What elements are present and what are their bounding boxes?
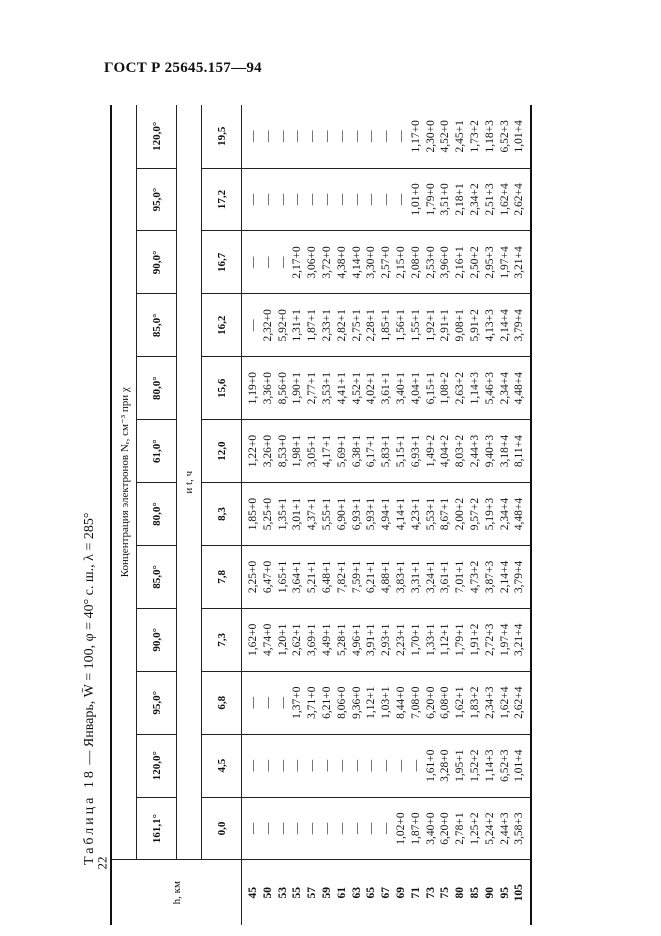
table-cell: —: [394, 193, 407, 206]
table-title-prefix: Таблица 18: [82, 768, 97, 865]
table-cell: 1,01+0: [409, 183, 422, 216]
data-column: [242, 168, 532, 231]
table-cell: 2,44+3: [468, 434, 481, 468]
table-cell: 1,14+3: [468, 372, 481, 405]
table-cell: 1,62+4: [498, 183, 511, 216]
table-cell: —: [320, 130, 333, 143]
h-value: 75: [439, 887, 452, 899]
table-cell: 4,49+1: [320, 623, 333, 657]
h-value: 55: [291, 887, 304, 899]
table-cell: 1,52+2: [468, 749, 481, 782]
table-cell: 4,41+1: [335, 372, 348, 405]
table-cell: —: [247, 193, 259, 206]
h-value: 69: [394, 887, 407, 899]
table-cell: 1,73+2: [468, 120, 481, 153]
table-cell: 1,62+0: [247, 623, 259, 657]
data-column: [242, 797, 532, 860]
table-cell: —: [276, 256, 289, 269]
table-cell: 1,79+1: [454, 623, 467, 657]
table-cell: 1,18+3: [483, 120, 496, 153]
h-value: 80: [454, 887, 467, 899]
table-cell: —: [335, 759, 348, 772]
h-value: 45: [247, 887, 259, 899]
time-value-header: 0,0: [202, 797, 242, 860]
data-column: [242, 671, 532, 734]
table-cell: 2,51+3: [483, 183, 496, 216]
table-cell: 6,08+0: [439, 686, 452, 719]
table-cell: 6,17+1: [365, 434, 378, 468]
h-value: 50: [261, 887, 274, 899]
table-cell: 1,31+1: [291, 309, 304, 342]
table-cell: 7,01+1: [454, 560, 467, 594]
table-cell: 4,37+1: [306, 497, 319, 531]
table-cell: 1,37+0: [291, 686, 304, 719]
table-cell: 4,04+1: [409, 372, 422, 405]
table-cell: 2,14+4: [498, 309, 511, 342]
table-cell: 2,28+1: [365, 309, 378, 342]
time-value-header: 6,8: [202, 671, 242, 734]
table-cell: 3,61+1: [380, 372, 393, 405]
table-cell: —: [350, 193, 363, 206]
table-cell: —: [394, 130, 407, 143]
table-cell: 4,23+1: [409, 497, 422, 531]
table-cell: 4,73+2: [468, 560, 481, 594]
h-value: 90: [483, 887, 496, 899]
table-cell: —: [276, 822, 289, 835]
table-cell: 4,13+3: [483, 309, 496, 342]
table-cell: —: [380, 759, 393, 772]
table-cell: 7,59+1: [350, 560, 363, 594]
table-cell: 8,56+0: [276, 372, 289, 405]
table-cell: 1,98+1: [291, 434, 304, 468]
page-number: 22: [94, 856, 110, 870]
table-cell: 1,12+1: [439, 623, 452, 657]
table-cell: —: [335, 130, 348, 143]
table-cell: —: [261, 759, 274, 772]
chi-header: 85,0°: [137, 294, 177, 357]
table-cell: —: [365, 822, 378, 835]
table-cell: —: [291, 130, 304, 143]
table-cell: 4,17+1: [320, 434, 333, 468]
table-cell: —: [320, 193, 333, 206]
table-cell: 2,72+3: [483, 623, 496, 657]
table-cell: 5,19+3: [483, 497, 496, 531]
table-cell: 1,87+0: [409, 812, 422, 845]
table-cell: 4,14+1: [394, 497, 407, 531]
time-value-header: 7,8: [202, 545, 242, 608]
electron-density-table: [110, 105, 532, 925]
table-cell: 4,96+1: [350, 623, 363, 657]
table-cell: 2,30+0: [424, 120, 437, 153]
table-cell: 1,79+0: [424, 183, 437, 216]
table-cell: 1,97+4: [498, 246, 511, 279]
table-cell: 5,21+1: [306, 560, 319, 594]
table-cell: 3,31+1: [409, 560, 422, 594]
table-cell: 2,95+3: [483, 246, 496, 279]
data-column: [242, 608, 532, 671]
table-cell: 3,36+0: [261, 372, 274, 405]
h-value: 71: [409, 887, 422, 899]
table-cell: 6,20+0: [424, 686, 437, 719]
table-cell: 1,85+1: [380, 309, 393, 342]
table-cell: 1,97+4: [498, 623, 511, 657]
table-cell: 4,38+0: [335, 246, 348, 279]
h-value: 57: [306, 887, 319, 899]
table-cell: 6,52+3: [498, 749, 511, 782]
table-cell: 3,40+0: [424, 812, 437, 845]
chi-header: 85,0°: [137, 545, 177, 608]
table-cell: —: [350, 759, 363, 772]
table-cell: 6,21+1: [365, 560, 378, 594]
table-cell: 6,90+1: [335, 497, 348, 531]
table-cell: 3,21+4: [513, 246, 526, 279]
chi-header: 120,0°: [137, 734, 177, 797]
time-header: и t, ч: [177, 105, 202, 860]
table-cell: 3,28+0: [439, 749, 452, 782]
h-label: h, км: [170, 881, 183, 905]
table-cell: —: [247, 759, 259, 772]
table-cell: —: [291, 822, 304, 835]
table-cell: —: [350, 130, 363, 143]
table-cell: 1,25+2: [468, 812, 481, 845]
table-cell: —: [276, 759, 289, 772]
table-cell: 6,93+1: [409, 434, 422, 468]
table-cell: 4,04+2: [439, 434, 452, 468]
table-cell: 1,20+1: [276, 623, 289, 657]
table-cell: —: [306, 822, 319, 835]
table-cell: 6,93+1: [350, 497, 363, 531]
table-cell: —: [380, 822, 393, 835]
table-cell: 3,01+1: [291, 497, 304, 531]
table-cell: 2,53+0: [424, 246, 437, 279]
table-cell: 4,52+1: [350, 372, 363, 405]
h-value: 59: [320, 887, 333, 899]
table-cell: —: [276, 193, 289, 206]
time-value-header: 4,5: [202, 734, 242, 797]
data-column: [242, 734, 532, 797]
time-value-header: 8,3: [202, 483, 242, 546]
time-value-header: 19,5: [202, 105, 242, 168]
table-cell: —: [291, 193, 304, 206]
table-cell: 2,50+2: [468, 246, 481, 279]
h-value: 65: [365, 887, 378, 899]
h-header: [111, 860, 242, 925]
rotated-table-block: [75, 105, 535, 925]
chi-header: 161,1°: [137, 797, 177, 860]
table-cell: 1,01+4: [513, 120, 526, 153]
data-column: [242, 483, 532, 546]
table-cell: 2,17+0: [291, 246, 304, 279]
table-cell: 2,00+2: [454, 497, 467, 531]
table-title: [75, 105, 110, 925]
table-cell: —: [306, 130, 319, 143]
group-header: Концентрация электронов Nₑ, см⁻³ при χ: [111, 105, 137, 860]
table-cell: 6,48+1: [320, 560, 333, 594]
table-cell: 1,87+1: [306, 309, 319, 342]
table-cell: 6,47+0: [261, 560, 274, 594]
h-value: 67: [380, 887, 393, 899]
table-cell: —: [291, 759, 304, 772]
table-cell: 1,62+1: [454, 686, 467, 719]
table-cell: 3,69+1: [306, 623, 319, 657]
table-cell: 6,21+0: [320, 686, 333, 719]
table-cell: 3,21+4: [513, 623, 526, 657]
table-cell: 1,62+4: [498, 686, 511, 719]
table-cell: 2,14+4: [498, 560, 511, 594]
table-cell: —: [320, 822, 333, 835]
chi-header: 80,0°: [137, 483, 177, 546]
table-cell: 1,92+1: [424, 309, 437, 342]
table-cell: —: [276, 696, 289, 709]
table-cell: 2,78+1: [454, 812, 467, 845]
table-cell: 1,17+0: [409, 120, 422, 153]
table-cell: 1,90+1: [291, 372, 304, 405]
h-value: 73: [424, 887, 437, 899]
table-cell: 4,94+1: [380, 497, 393, 531]
table-cell: 8,53+0: [276, 434, 289, 468]
table-cell: —: [247, 696, 259, 709]
table-cell: 3,24+1: [424, 560, 437, 594]
data-column: [242, 357, 532, 420]
table-cell: 5,92+0: [276, 309, 289, 342]
table-cell: 9,36+0: [350, 686, 363, 719]
table-cell: —: [261, 130, 274, 143]
table-cell: 2,62+4: [513, 183, 526, 216]
table-cell: 4,02+1: [365, 372, 378, 405]
table-cell: 2,82+1: [335, 309, 348, 342]
table-cell: 6,15+1: [424, 372, 437, 405]
table-cell: 5,83+1: [380, 434, 393, 468]
table-cell: 1,83+2: [468, 686, 481, 719]
table-cell: 2,08+0: [409, 246, 422, 279]
table-title-rest: — Январь, W̄ = 100, φ = 40° с. ш., λ = 285°: [82, 512, 97, 765]
table-cell: 9,08+1: [454, 309, 467, 342]
h-value: 105: [513, 884, 526, 902]
table-cell: —: [365, 193, 378, 206]
table-cell: 6,38+1: [350, 434, 363, 468]
table-cell: 2,33+1: [320, 309, 333, 342]
table-cell: 1,56+1: [394, 309, 407, 342]
table-cell: —: [247, 256, 259, 269]
chi-header: 90,0°: [137, 231, 177, 294]
table-cell: 5,46+3: [483, 372, 496, 405]
table-cell: 5,28+1: [335, 623, 348, 657]
table-cell: —: [335, 193, 348, 206]
table-cell: 7,82+1: [335, 560, 348, 594]
table-cell: 2,77+1: [306, 372, 319, 405]
table-cell: 8,06+0: [335, 686, 348, 719]
table-cell: 1,91+2: [468, 623, 481, 657]
data-column: [242, 105, 532, 168]
chi-header: 120,0°: [137, 105, 177, 168]
table-cell: 2,63+2: [454, 372, 467, 405]
table-cell: 6,52+3: [498, 120, 511, 153]
table-cell: 8,67+1: [439, 497, 452, 531]
h-value: 61: [335, 887, 348, 899]
table-cell: 6,20+0: [439, 812, 452, 845]
table-cell: 3,51+0: [439, 183, 452, 216]
time-value-header: 16,7: [202, 231, 242, 294]
chi-header: 95,0°: [137, 168, 177, 231]
table-cell: —: [306, 193, 319, 206]
table-cell: 4,52+0: [439, 120, 452, 153]
table-cell: —: [261, 256, 274, 269]
time-value-header: 7,3: [202, 608, 242, 671]
table-cell: 4,88+1: [380, 560, 393, 594]
table-cell: 3,64+1: [291, 560, 304, 594]
table-cell: 1,01+4: [513, 749, 526, 782]
table-cell: 2,44+3: [498, 812, 511, 845]
table-cell: 8,44+0: [394, 686, 407, 719]
chi-header: 61,0°: [137, 420, 177, 483]
table-cell: 1,12+1: [365, 686, 378, 719]
table-cell: 2,16+1: [454, 246, 467, 279]
table-cell: 1,03+1: [380, 686, 393, 719]
table-cell: 8,11+4: [513, 435, 526, 468]
table-cell: 5,55+1: [320, 497, 333, 531]
table-cell: 1,08+2: [439, 372, 452, 405]
table-cell: 1,55+1: [409, 309, 422, 342]
table-cell: 3,83+1: [394, 560, 407, 594]
chi-header: 80,0°: [137, 357, 177, 420]
table-cell: 3,87+3: [483, 560, 496, 594]
data-column: [242, 420, 532, 483]
table-cell: 3,71+0: [306, 686, 319, 719]
table-cell: 2,93+1: [380, 623, 393, 657]
table-cell: 5,25+0: [261, 497, 274, 531]
table-cell: 2,45+1: [454, 120, 467, 153]
table-cell: —: [394, 759, 407, 772]
data-column: [242, 545, 532, 608]
table-cell: 3,26+0: [261, 434, 274, 468]
table-cell: 4,48+4: [513, 372, 526, 405]
table-cell: 2,75+1: [350, 309, 363, 342]
data-column: [242, 231, 532, 294]
table-cell: 7,08+0: [409, 686, 422, 719]
table-cell: 1,14+3: [483, 749, 496, 782]
table-cell: —: [247, 130, 259, 143]
table-cell: 2,62+1: [291, 623, 304, 657]
table-cell: 3,58+3: [513, 812, 526, 845]
table-cell: 2,34+3: [483, 686, 496, 719]
table-cell: —: [306, 759, 319, 772]
table-cell: —: [335, 822, 348, 835]
table-cell: —: [380, 193, 393, 206]
table-cell: 1,49+2: [424, 434, 437, 468]
table-cell: 3,53+1: [320, 372, 333, 405]
table-cell: 5,53+1: [424, 497, 437, 531]
table-cell: 5,24+2: [483, 812, 496, 845]
table-cell: 5,91+2: [468, 309, 481, 342]
time-value-header: 16,2: [202, 294, 242, 357]
h-value: 95: [498, 887, 511, 899]
table-cell: 1,33+1: [424, 623, 437, 657]
table-cell: 2,32+0: [261, 309, 274, 342]
table-cell: 3,72+0: [320, 246, 333, 279]
table-cell: —: [320, 759, 333, 772]
table-cell: 1,85+0: [247, 497, 259, 531]
time-value-header: 15,6: [202, 357, 242, 420]
table-cell: 3,79+4: [513, 560, 526, 594]
table-cell: —: [261, 696, 274, 709]
table-cell: —: [380, 130, 393, 143]
h-value: 85: [468, 887, 481, 899]
table-cell: 3,05+1: [306, 434, 319, 468]
table-cell: 2,34+2: [468, 183, 481, 216]
table-cell: 1,22+0: [247, 434, 259, 468]
table-cell: 1,19+0: [247, 372, 259, 405]
chi-header: 95,0°: [137, 671, 177, 734]
table-cell: —: [261, 822, 274, 835]
table-cell: —: [247, 822, 259, 835]
table-cell: 5,93+1: [365, 497, 378, 531]
table-cell: —: [409, 759, 422, 772]
table-cell: 5,15+1: [394, 434, 407, 468]
table-cell: —: [350, 822, 363, 835]
h-value: 63: [350, 887, 363, 899]
table-cell: 3,61+1: [439, 560, 452, 594]
table-cell: —: [261, 193, 274, 206]
table-cell: —: [365, 130, 378, 143]
table-cell: 3,79+4: [513, 309, 526, 342]
table-cell: 9,57+2: [468, 497, 481, 531]
table-cell: —: [247, 319, 259, 332]
table-cell: 4,74+0: [261, 623, 274, 657]
table-cell: 1,02+0: [394, 812, 407, 845]
table-cell: 5,69+1: [335, 434, 348, 468]
table-cell: 2,57+0: [380, 246, 393, 279]
table-cell: 4,14+0: [350, 246, 363, 279]
table-cell: 2,91+1: [439, 309, 452, 342]
table-cell: 4,48+4: [513, 497, 526, 531]
table-cell: 3,40+1: [394, 372, 407, 405]
table-cell: 1,95+1: [454, 749, 467, 782]
chi-header: 90,0°: [137, 608, 177, 671]
table-cell: 2,15+0: [394, 246, 407, 279]
data-column: [242, 294, 532, 357]
table-cell: 3,06+0: [306, 246, 319, 279]
page-header: ГОСТ Р 25645.157—94: [104, 60, 262, 76]
table-cell: 2,25+0: [247, 560, 259, 594]
table-cell: 1,65+1: [276, 560, 289, 594]
table-cell: 8,03+2: [454, 434, 467, 468]
table-cell: 2,18+1: [454, 183, 467, 216]
h-value: 53: [276, 887, 289, 899]
table-cell: 1,61+0: [424, 749, 437, 782]
table-cell: —: [276, 130, 289, 143]
table-cell: —: [365, 759, 378, 772]
table-cell: 3,30+0: [365, 246, 378, 279]
table-cell: 2,23+1: [394, 623, 407, 657]
table-cell: 2,34+4: [498, 372, 511, 405]
table-cell: 3,18+4: [498, 434, 511, 468]
table-cell: 2,34+4: [498, 497, 511, 531]
h-column: [242, 860, 532, 925]
table-cell: 3,91+1: [365, 623, 378, 657]
table-cell: 1,70+1: [409, 623, 422, 657]
time-value-header: 17,2: [202, 168, 242, 231]
table-cell: 3,96+0: [439, 246, 452, 279]
table-cell: 9,40+3: [483, 434, 496, 468]
table-cell: 2,62+4: [513, 686, 526, 719]
table-cell: 1,35+1: [276, 497, 289, 531]
time-value-header: 12,0: [202, 420, 242, 483]
